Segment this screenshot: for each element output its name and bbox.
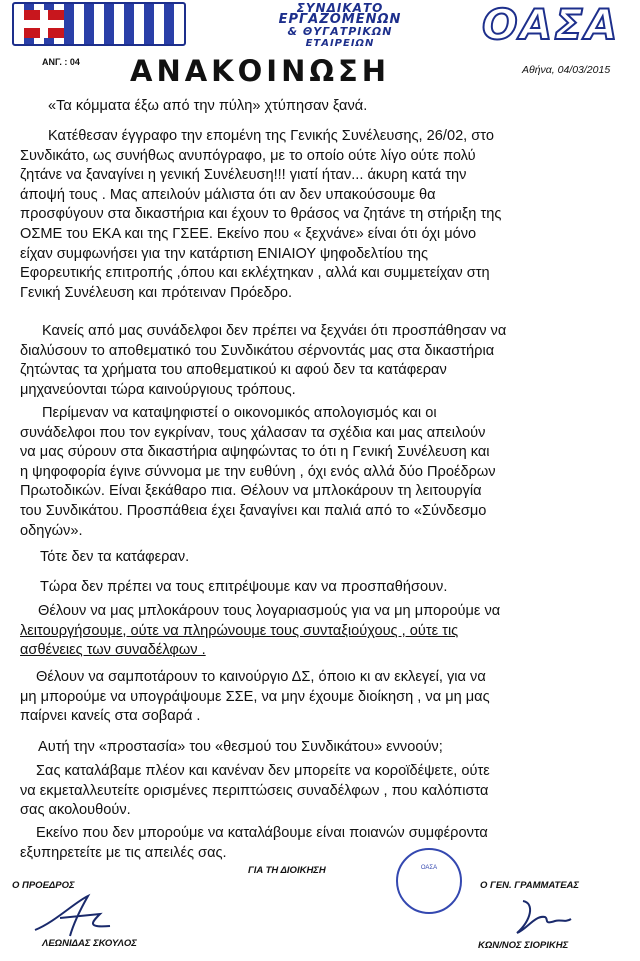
text-line: σας ακολουθούν. bbox=[20, 802, 131, 819]
text-line: ζητάνε να ξαναγίνει η γενική Συνέλευση!!! γιατί ήταν... άκυρη κατά την bbox=[20, 167, 467, 184]
text-line: Σας καταλάβαμε πλέον και κανέναν δεν μπορείτε να κοροϊδέψετε, ούτε bbox=[36, 763, 490, 779]
paragraph bbox=[20, 127, 630, 303]
text-line: Περίμεναν να καταψηφιστεί ο οικονομικός απολογισμός και οι bbox=[42, 405, 437, 421]
text-line: Θέλουν να σαμποτάρουν το καινούργιο ΔΣ, όποιο κι αν εκλεγεί, για να bbox=[36, 669, 486, 685]
text-line: να εκμεταλλευτείτε ορισμένες περιπτώσεις συναδέλφων , που καλόπιστα bbox=[20, 782, 489, 799]
paragraph bbox=[20, 824, 630, 863]
text-line: άποψή τους . Μας απειλούν μάλιστα ότι αν δεν υπακούσουμε θα bbox=[20, 186, 436, 203]
president-name: ΛΕΩΝΙΔΑΣ ΣΚΟΥΛΟΣ bbox=[42, 938, 137, 949]
text-line: Κανείς από μας συνάδελφοι δεν πρέπει να ξεχνάει ότι προσπάθησαν να bbox=[42, 323, 507, 339]
text-line: η ψηφοφορία έγινε σύννομα με την ευθύνη , όχι ενός αλλά δύο Προέδρων bbox=[20, 463, 496, 480]
text-line: λειτουργήσουμε, ούτε να πληρώνουμε τους συνταξιούχους , ούτε τις bbox=[20, 622, 459, 639]
text-line: είχαν συμφωνήσει για την κατάρτιση ΕΝΙΑΙΟΥ ψηφοδελτίου της bbox=[20, 245, 428, 262]
text-line: μηχανεύονται τώρα καινούργιους τρόπους. bbox=[20, 381, 296, 398]
text-line: μη μπορούμε να υπογράψουμε ΣΣΕ, να μην έχουμε διοίκηση , να μη μας bbox=[20, 688, 490, 705]
paragraph bbox=[48, 97, 640, 117]
paragraph bbox=[20, 602, 630, 661]
paragraph bbox=[38, 738, 640, 758]
reference-number: ΑΝΓ. : 04 bbox=[42, 57, 80, 67]
paragraph bbox=[20, 762, 630, 821]
paragraph bbox=[40, 578, 640, 598]
text-line: Κατέθεσαν έγγραφο την επομένη της Γενικής Συνέλευσης, 26/02, στο bbox=[48, 128, 494, 144]
text-line: οδηγών». bbox=[20, 522, 83, 539]
text-line: διαλύσουν το αποθεματικό του Συνδικάτου σέρνοντάς μας στα δικαστήρια bbox=[20, 342, 495, 359]
text-line: Γενική Συνέλευση και πρότειναν Πρόεδρο. bbox=[20, 284, 293, 301]
text-line: Εφορευτικής επιτροπής ,όπου και εκλέχτηκαν , αλλά και συμμετείχαν στη bbox=[20, 265, 490, 282]
union-line: ΣΥΝΔΙΚΑΤΟ bbox=[296, 1, 384, 15]
text-line: εξυπηρετείτε με τις απειλές σας. bbox=[20, 844, 227, 861]
paragraph bbox=[40, 548, 640, 568]
secretary-name: ΚΩΝ/ΝΟΣ ΣΙΟΡΙΚΗΣ bbox=[478, 940, 569, 951]
text-line: Συνδικάτο, ως συνήθως ανυπόγραφο, με το οποίο ούτε λίγο ούτε πολύ bbox=[20, 147, 476, 164]
oasa-logo: ΟΑΣΑ bbox=[482, 0, 620, 49]
secretary-title: Ο ΓΕΝ. ΓΡΑΜΜΑΤΕΑΣ bbox=[480, 880, 580, 891]
text-line: ασθένειες των συναδέλφων . bbox=[20, 642, 206, 659]
text-line: προσφύγουν στα δικαστήρια και έχουν το θράσος να ζητάνε τη στήριξη της bbox=[20, 206, 502, 223]
text-line: «Τα κόμματα έξω από την πύλη» χτύπησαν ξανά. bbox=[48, 98, 368, 114]
paragraph bbox=[20, 668, 630, 727]
union-name bbox=[190, 2, 490, 50]
text-line: Πρωτοδικών. Είναι ξεκάθαρο πια. Θέλουν να μπλοκάρουν τη λειτουργία bbox=[20, 483, 482, 500]
greek-flag-icon bbox=[12, 2, 186, 46]
text-line: του Συνδικάτου. Προσπάθεια έχει ξαναγίνει και παλιά από το «Σύνδεσμο bbox=[20, 502, 487, 519]
text-line: να μας σύρουν στα δικαστήρια αψηφώντας το ότι η Γενική Συνέλευση και bbox=[20, 444, 490, 461]
union-line: ΕΡΓΑΖΟΜΕΝΩΝ bbox=[278, 12, 402, 27]
official-stamp bbox=[396, 848, 462, 914]
text-line: Τότε δεν τα κατάφεραν. bbox=[40, 549, 190, 565]
page-title: ΑΝΑΚΟΙΝΩΣΗ bbox=[130, 54, 391, 88]
text-line: παίρνει κανείς στα σοβαρά . bbox=[20, 708, 201, 725]
administration-title: ΓΙΑ ΤΗ ΔΙΟΙΚΗΣΗ bbox=[248, 865, 326, 876]
text-line: ΟΣΜΕ του ΕΚΑ και της ΓΣΕΕ. Εκείνο που « ξεχνάνε» είναι ότι όχι μόνο bbox=[20, 225, 477, 242]
text-line: Τώρα δεν πρέπει να τους επιτρέψουμε καν να προσπαθήσουν. bbox=[40, 579, 448, 595]
text-line: ζητώντας τα χρήματα του αποθεματικού κι αφού δεν τα κατάφεραν bbox=[20, 362, 447, 379]
president-signature bbox=[30, 892, 120, 940]
paragraph bbox=[20, 404, 630, 541]
text-line: Θέλουν να μας μπλοκάρουν τους λογαριασμούς για να μη μπορούμε να bbox=[38, 603, 501, 619]
president-title: Ο ΠΡΟΕΔΡΟΣ bbox=[12, 880, 75, 891]
union-line: ΕΤΑΙΡΕΙΩΝ bbox=[305, 38, 375, 49]
paragraph bbox=[20, 322, 630, 400]
text-line: συνάδελφοι που τον εγκρίναν, τους χάλασαν τα σχέδια και μας απειλούν bbox=[20, 424, 486, 441]
stamp-text: ΟΑΣΑ bbox=[420, 865, 438, 871]
date: Αθήνα, 04/03/2015 bbox=[522, 64, 611, 76]
header-banner bbox=[12, 0, 620, 49]
secretary-signature bbox=[505, 895, 575, 941]
union-line: & ΘΥΓΑΤΡΙΚΩΝ bbox=[287, 25, 393, 38]
text-line: Αυτή την «προστασία» του «θεσμού του Συνδικάτου» εννοούν; bbox=[38, 739, 443, 755]
text-line: Εκείνο που δεν μπορούμε να καταλάβουμε είναι ποιανών συμφέροντα bbox=[36, 825, 488, 841]
